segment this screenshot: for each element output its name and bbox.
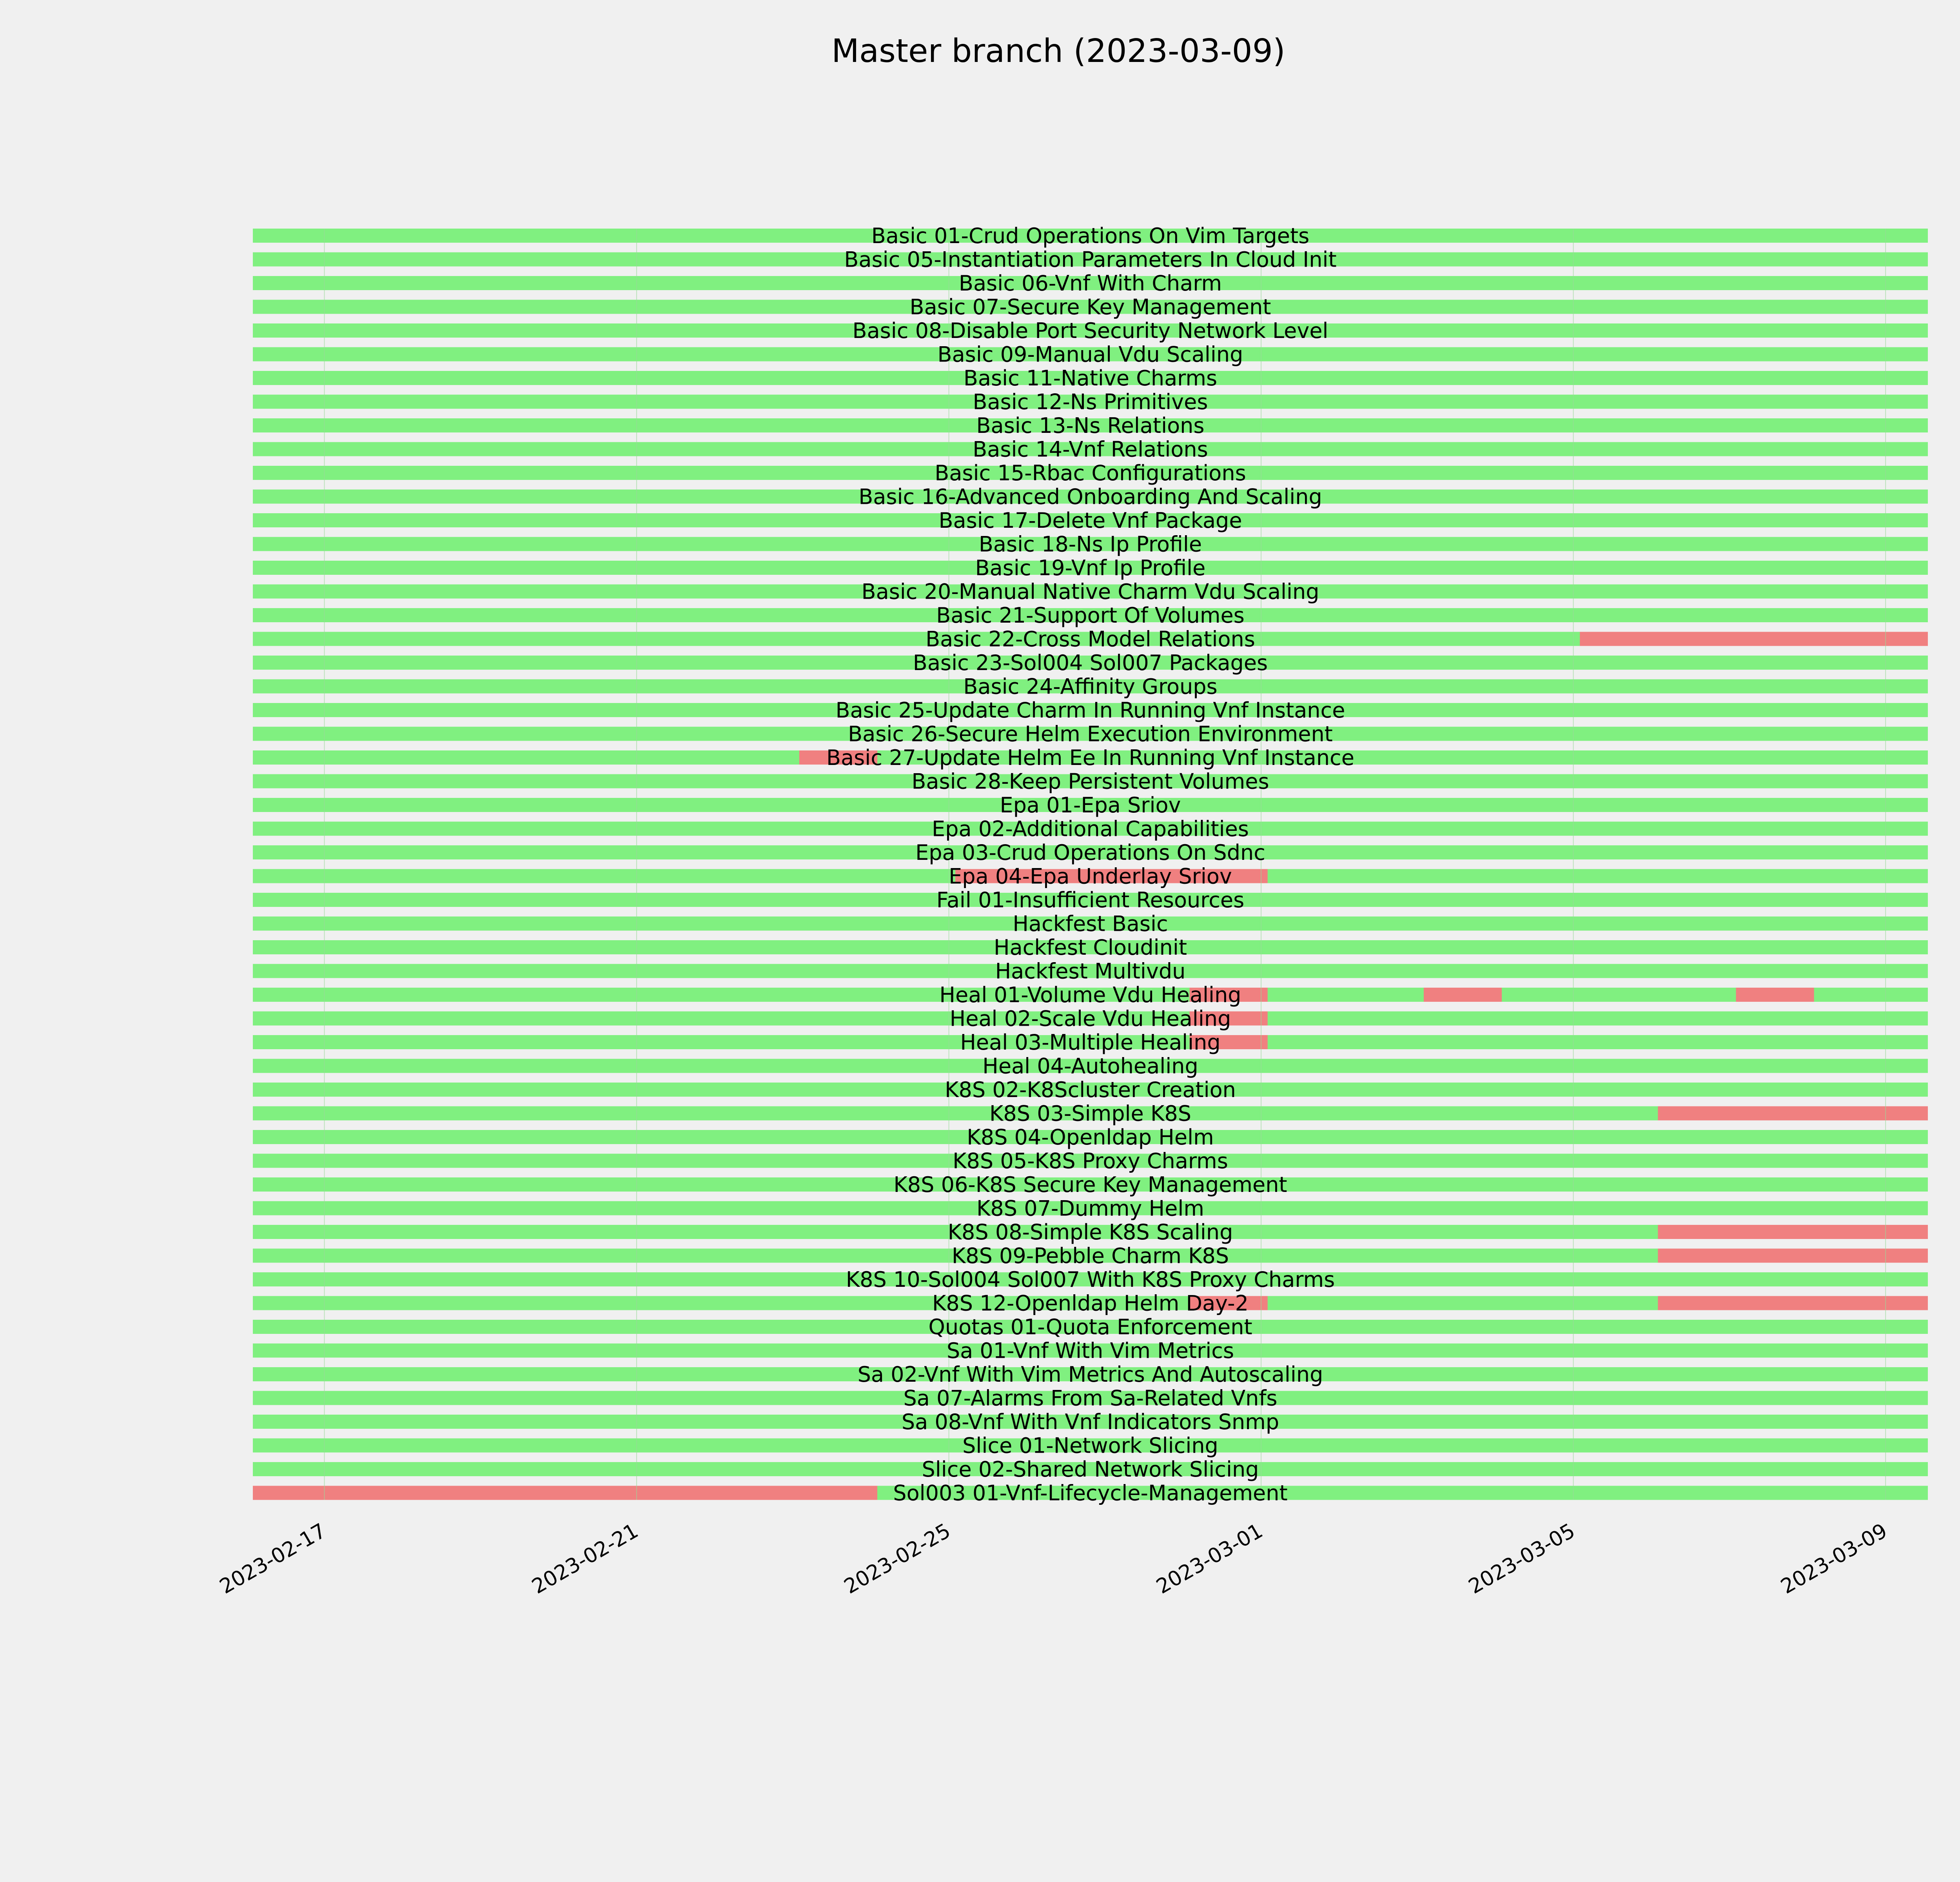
row-label: K8S 05-K8S Proxy Charms xyxy=(953,1148,1228,1174)
row-label: Sa 08-Vnf With Vnf Indicators Snmp xyxy=(901,1410,1279,1434)
fail-bar xyxy=(1424,988,1502,1002)
row-label: Basic 20-Manual Native Charm Vdu Scaling xyxy=(861,579,1319,604)
ticks-layer xyxy=(216,1519,1891,1599)
x-tick-label: 2023-03-09 xyxy=(1777,1519,1891,1599)
row-label: Basic 23-Sol004 Sol007 Packages xyxy=(913,650,1268,675)
row-label: Epa 01-Epa Sriov xyxy=(1000,793,1181,817)
row-label: Basic 14-Vnf Relations xyxy=(973,437,1208,462)
row-label: Hackfest Multivdu xyxy=(995,959,1186,984)
row-label: K8S 10-Sol004 Sol007 With K8S Proxy Charms xyxy=(846,1267,1335,1292)
row-label: Heal 04-Autohealing xyxy=(982,1054,1198,1079)
chart-title: Master branch (2023-03-09) xyxy=(831,33,1285,70)
row-label: Epa 04-Epa Underlay Sriov xyxy=(949,864,1232,889)
row-label: Basic 22-Cross Model Relations xyxy=(926,627,1255,652)
row-label: Basic 06-Vnf With Charm xyxy=(958,271,1222,296)
fail-bar xyxy=(1580,632,1928,646)
row-label: Basic 01-Crud Operations On Vim Targets xyxy=(871,223,1310,248)
row-label: Heal 03-Multiple Healing xyxy=(960,1030,1221,1055)
row-label: Basic 07-Secure Key Management xyxy=(909,294,1271,320)
row-label: K8S 03-Simple K8S xyxy=(989,1101,1192,1126)
row-label: K8S 04-Openldap Helm xyxy=(967,1125,1214,1150)
fail-bar xyxy=(1658,1225,1928,1239)
row-label: Basic 17-Delete Vnf Package xyxy=(938,508,1242,533)
row-label: Fail 01-Insufficient Resources xyxy=(936,888,1245,912)
x-tick-label: 2023-03-01 xyxy=(1152,1519,1267,1599)
row-label: Basic 12-Ns Primitives xyxy=(973,389,1208,414)
row-label: Basic 25-Update Charm In Running Vnf Instance xyxy=(835,698,1345,723)
row-label: Sa 01-Vnf With Vim Metrics xyxy=(946,1338,1234,1363)
row-label: K8S 09-Pebble Charm K8S xyxy=(951,1243,1229,1268)
row-label: Basic 19-Vnf Ip Profile xyxy=(975,556,1206,580)
row-label: Heal 01-Volume Vdu Healing xyxy=(939,983,1241,1007)
row-label: K8S 08-Simple K8S Scaling xyxy=(947,1220,1233,1244)
row-label: Epa 03-Crud Operations On Sdnc xyxy=(915,840,1265,865)
row-label: Basic 28-Keep Persistent Volumes xyxy=(911,769,1269,794)
x-tick-label: 2023-03-05 xyxy=(1465,1519,1579,1599)
row-label: Basic 15-Rbac Configurations xyxy=(935,461,1246,485)
row-label: K8S 06-K8S Secure Key Management xyxy=(893,1172,1287,1197)
fail-bar xyxy=(1658,1296,1928,1310)
row-label: Basic 11-Native Charms xyxy=(963,366,1218,391)
row-label: Sol003 01-Vnf-Lifecycle-Management xyxy=(893,1481,1288,1506)
labels-layer xyxy=(826,223,1354,1506)
fail-bar xyxy=(1658,1106,1928,1121)
row-label: Slice 02-Shared Network Slicing xyxy=(922,1457,1259,1482)
x-tick-label: 2023-02-25 xyxy=(840,1519,955,1599)
row-label: Slice 01-Network Slicing xyxy=(962,1433,1218,1458)
row-label: Basic 24-Affinity Groups xyxy=(963,674,1218,699)
row-label: Basic 05-Instantiation Parameters In Cloud Init xyxy=(844,247,1337,272)
row-label: Basic 26-Secure Helm Execution Environment xyxy=(848,721,1333,747)
row-label: Basic 16-Advanced Onboarding And Scaling xyxy=(858,484,1322,509)
row-label: Sa 02-Vnf With Vim Metrics And Autoscaling xyxy=(857,1362,1323,1387)
row-label: Basic 21-Support Of Volumes xyxy=(936,603,1245,628)
fail-bar xyxy=(1658,1249,1928,1263)
fail-bar xyxy=(1736,988,1814,1002)
row-label: Basic 09-Manual Vdu Scaling xyxy=(937,342,1243,367)
fail-bar xyxy=(253,1486,877,1500)
row-label: Heal 02-Scale Vdu Healing xyxy=(949,1006,1231,1031)
row-label: Basic 13-Ns Relations xyxy=(976,413,1205,438)
row-label: K8S 02-K8Scluster Creation xyxy=(945,1077,1236,1102)
x-tick-label: 2023-02-17 xyxy=(216,1519,330,1599)
row-label: Basic 08-Disable Port Security Network Level xyxy=(852,318,1328,343)
x-tick-label: 2023-02-21 xyxy=(528,1519,642,1599)
row-label: Hackfest Cloudinit xyxy=(993,935,1187,960)
row-label: Hackfest Basic xyxy=(1013,911,1168,936)
row-label: Basic 18-Ns Ip Profile xyxy=(978,532,1202,557)
row-label: K8S 12-Openldap Helm Day-2 xyxy=(932,1291,1249,1316)
row-label: Quotas 01-Quota Enforcement xyxy=(928,1315,1252,1339)
row-label: Basic 27-Update Helm Ee In Running Vnf Instance xyxy=(826,745,1354,770)
row-label: Sa 07-Alarms From Sa-Related Vnfs xyxy=(903,1386,1278,1411)
row-label: K8S 07-Dummy Helm xyxy=(976,1196,1204,1221)
row-label: Epa 02-Additional Capabilities xyxy=(932,816,1249,841)
